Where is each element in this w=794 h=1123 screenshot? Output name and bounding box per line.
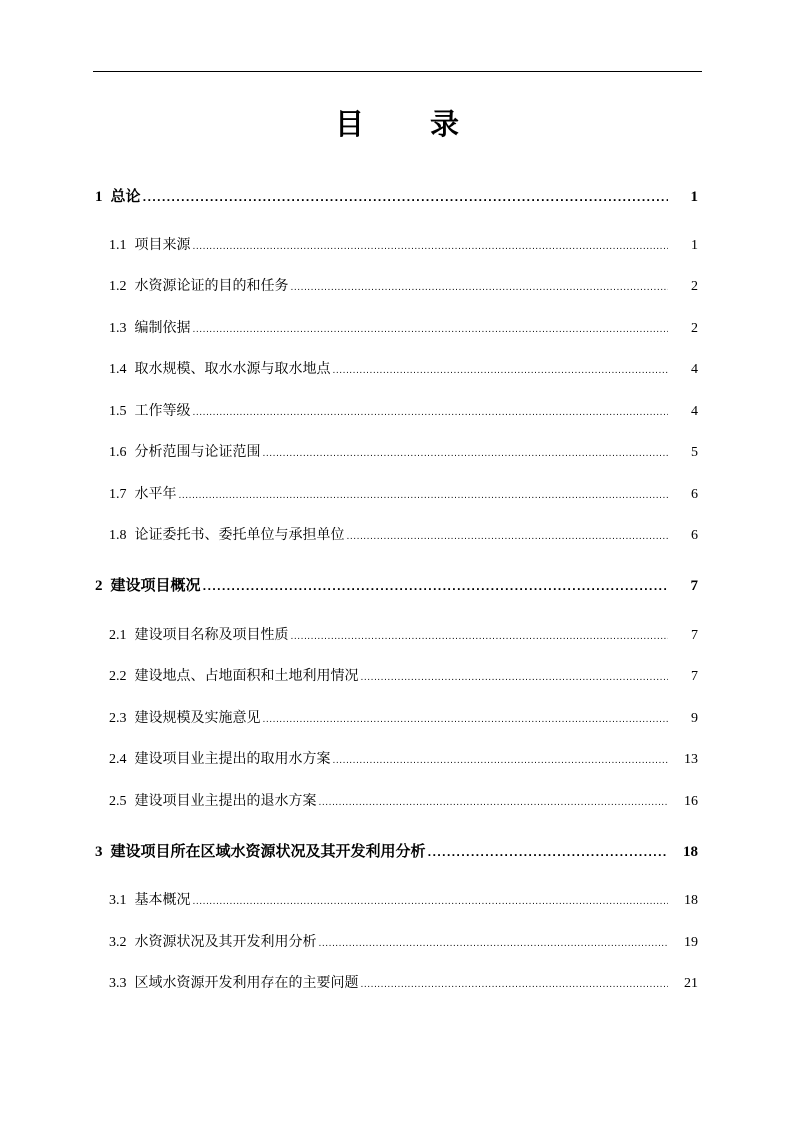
toc-page-number: 7 <box>691 628 698 643</box>
toc-page-number: 13 <box>684 752 698 767</box>
toc-number: 2.1 <box>109 628 127 643</box>
toc-number: 2.5 <box>109 794 127 809</box>
toc-page-number: 19 <box>684 935 698 950</box>
toc-page-number: 4 <box>691 362 698 377</box>
toc-leader <box>179 485 669 507</box>
toc-leader <box>193 236 669 258</box>
toc-page-number: 6 <box>691 528 698 543</box>
toc-label: 建设项目名称及项目性质 <box>134 627 289 643</box>
toc-entry-3-3[interactable] <box>109 972 698 994</box>
toc-label: 项目来源 <box>134 237 191 253</box>
toc-entry-1-5[interactable] <box>109 400 698 422</box>
toc-label: 建设项目所在区域水资源状况及其开发利用分析 <box>110 842 426 860</box>
toc-label: 工作等级 <box>134 403 191 419</box>
toc-leader <box>193 891 669 913</box>
toc-page-number: 2 <box>691 279 698 294</box>
toc-page-number: 16 <box>684 794 698 809</box>
toc-number: 1.3 <box>109 321 127 336</box>
toc-page-number: 7 <box>690 578 698 594</box>
toc-number: 2.3 <box>109 711 127 726</box>
toc-entry-2[interactable] <box>95 574 698 596</box>
toc-entry-1-4[interactable] <box>109 358 698 380</box>
toc-number: 2 <box>95 578 103 594</box>
toc-label: 水平年 <box>134 486 177 502</box>
toc-entry-2-1[interactable] <box>109 624 698 646</box>
toc-leader <box>333 750 669 772</box>
toc-number: 1.5 <box>109 404 127 419</box>
toc-entry-1-2[interactable] <box>109 275 698 297</box>
toc-label: 建设项目业主提出的退水方案 <box>134 793 317 809</box>
toc-entry-2-5[interactable] <box>109 790 698 812</box>
page-title: 目 录 <box>334 107 488 141</box>
toc-entry-1[interactable] <box>95 185 698 207</box>
toc-leader <box>361 974 669 996</box>
toc-leader <box>319 792 669 814</box>
toc-entry-1-6[interactable] <box>109 441 698 463</box>
toc-page-number: 21 <box>684 976 698 991</box>
toc-entry-3[interactable] <box>95 840 698 862</box>
toc-number: 1.8 <box>109 528 127 543</box>
toc-label: 水资源状况及其开发利用分析 <box>134 934 317 950</box>
toc-label: 水资源论证的目的和任务 <box>134 278 289 294</box>
toc-number: 2.4 <box>109 752 127 767</box>
toc-entry-1-3[interactable] <box>109 317 698 339</box>
toc-number: 1.2 <box>109 279 127 294</box>
toc-entry-3-1[interactable] <box>109 889 698 911</box>
toc-label: 编制依据 <box>134 320 191 336</box>
toc-number: 1.1 <box>109 238 127 253</box>
toc-label: 建设地点、占地面积和土地利用情况 <box>134 668 359 684</box>
toc-leader <box>193 402 669 424</box>
header-rule <box>93 71 702 72</box>
toc-page-number: 9 <box>691 711 698 726</box>
toc-page-number: 5 <box>691 445 698 460</box>
toc-page-number: 18 <box>684 893 698 908</box>
toc-page-number: 2 <box>691 321 698 336</box>
toc-page-number: 7 <box>691 669 698 684</box>
toc-entry-2-3[interactable] <box>109 707 698 729</box>
toc-number: 1.7 <box>109 487 127 502</box>
toc-entry-2-2[interactable] <box>109 665 698 687</box>
toc-leader <box>143 188 668 210</box>
toc-number: 1.6 <box>109 445 127 460</box>
toc-label: 总论 <box>110 187 141 205</box>
toc-leader <box>291 626 669 648</box>
toc-page-number: 1 <box>690 189 698 205</box>
toc-number: 3.1 <box>109 893 127 908</box>
toc-page-number: 4 <box>691 404 698 419</box>
toc-leader <box>333 360 669 382</box>
toc-label: 建设项目业主提出的取用水方案 <box>134 751 331 767</box>
toc-leader <box>428 843 668 865</box>
toc-page-number: 18 <box>683 844 698 860</box>
toc-page-number: 1 <box>691 238 698 253</box>
toc-label: 论证委托书、委托单位与承担单位 <box>134 527 345 543</box>
toc-leader <box>203 577 668 599</box>
toc-label: 取水规模、取水水源与取水地点 <box>134 361 331 377</box>
toc-leader <box>291 277 669 299</box>
toc-number: 1.4 <box>109 362 127 377</box>
toc-label: 区域水资源开发利用存在的主要问题 <box>134 975 359 991</box>
toc-leader <box>193 319 669 341</box>
toc-entry-3-2[interactable] <box>109 931 698 953</box>
toc-leader <box>361 667 669 689</box>
toc-number: 1 <box>95 189 103 205</box>
toc-entry-1-7[interactable] <box>109 483 698 505</box>
toc-label: 分析范围与论证范围 <box>134 444 261 460</box>
toc-number: 3 <box>95 844 103 860</box>
toc-entry-1-1[interactable] <box>109 234 698 256</box>
toc-label: 建设项目概况 <box>110 576 201 594</box>
toc-number: 3.2 <box>109 935 127 950</box>
toc-leader <box>263 443 669 465</box>
toc-label: 基本概况 <box>134 892 191 908</box>
toc-entry-1-8[interactable] <box>109 524 698 546</box>
toc-leader <box>319 933 669 955</box>
toc-label: 建设规模及实施意见 <box>134 710 261 726</box>
toc-number: 3.3 <box>109 976 127 991</box>
toc-leader <box>263 709 669 731</box>
toc-leader <box>347 526 669 548</box>
toc-entry-2-4[interactable] <box>109 748 698 770</box>
toc-number: 2.2 <box>109 669 127 684</box>
toc-page-number: 6 <box>691 487 698 502</box>
